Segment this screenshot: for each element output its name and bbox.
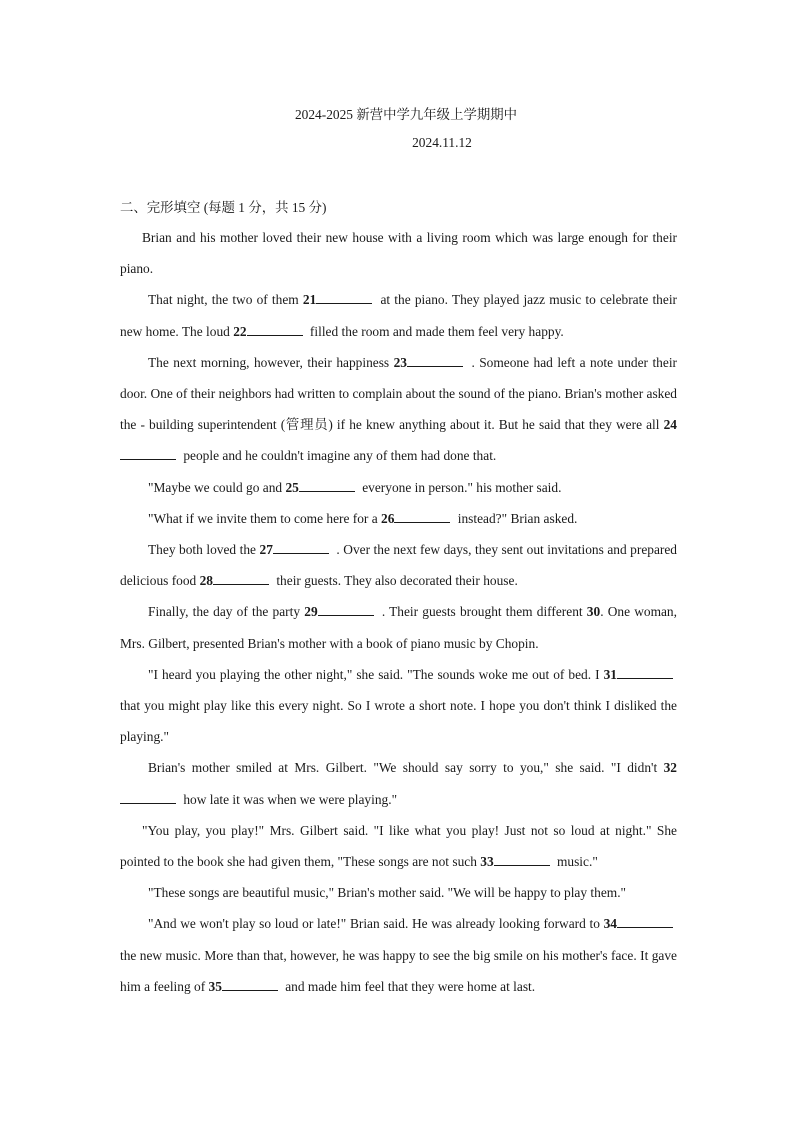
paragraph-1 xyxy=(120,222,677,284)
blank-number-24: 24 xyxy=(663,417,677,433)
answer-blank-25 xyxy=(299,481,355,492)
answer-blank-21 xyxy=(316,293,372,304)
answer-blank-26 xyxy=(394,512,450,523)
paragraph-2 xyxy=(120,284,677,346)
passage-text: . Someone had left a note under their door. One of their neighbors had written to complain about the sound of the piano. Brian's mother asked the - building superintendent (管理员) if he knew anything about it. But he said that they were all xyxy=(120,354,677,433)
paragraph-7 xyxy=(120,596,677,658)
passage-text: Brian and his mother loved their new house with a living room which was large enough for their piano. xyxy=(120,230,677,277)
paragraph-8 xyxy=(120,659,677,753)
blank-number-32: 32 xyxy=(663,760,677,776)
passage-text: people and he couldn't imagine any of them had done that. xyxy=(180,448,497,464)
paragraph-9 xyxy=(120,752,677,814)
blank-number-27: 27 xyxy=(259,542,273,558)
answer-blank-35 xyxy=(222,980,278,991)
passage-text: . Over the next few days, they sent out invitations and prepared delicious food xyxy=(120,542,678,589)
blank-number-28: 28 xyxy=(199,573,213,589)
answer-blank-27 xyxy=(273,543,329,554)
blank-number-29: 29 xyxy=(304,604,318,620)
answer-blank-31 xyxy=(617,668,673,679)
answer-blank-34 xyxy=(617,917,673,928)
passage-text: everyone in person." his mother said. xyxy=(358,479,562,495)
paragraph-3 xyxy=(120,347,677,472)
passage-text: filled the room and made them feel very happy. xyxy=(306,323,564,339)
passage-text: "And we won't play so loud or late!" Brian said. He was already looking forward to xyxy=(148,916,604,932)
blank-number-26: 26 xyxy=(381,510,395,526)
passage-text: Finally, the day of the party xyxy=(148,604,305,620)
answer-blank-22 xyxy=(247,325,303,336)
answer-blank-33 xyxy=(494,855,550,866)
passage-text: . One woman, Mrs. Gilbert, presented Brian's mother with a book of piano music by Chopin. xyxy=(120,604,677,651)
blank-number-30: 30 xyxy=(586,604,601,620)
passage-text: music." xyxy=(553,854,598,870)
blank-number-34: 34 xyxy=(603,916,617,932)
paragraph-11 xyxy=(120,877,677,908)
document-date: 2024.11.12 xyxy=(412,135,472,150)
answer-blank-32 xyxy=(120,793,176,804)
paragraph-10 xyxy=(120,815,677,877)
passage-text: "Maybe we could go and xyxy=(148,479,286,495)
passage-text: instead?" Brian asked. xyxy=(454,510,578,526)
passage-text: . Their guests brought them different xyxy=(377,604,587,620)
blank-number-22: 22 xyxy=(233,323,247,339)
passage-text: That night, the two of them xyxy=(148,292,303,308)
blank-number-25: 25 xyxy=(285,479,299,495)
paragraph-4 xyxy=(120,472,677,503)
cloze-passage xyxy=(120,222,677,1002)
answer-blank-28 xyxy=(213,574,269,585)
passage-text: at the piano. They played jazz music to celebrate their new home. The loud xyxy=(120,292,677,339)
paragraph-12 xyxy=(120,908,677,1002)
passage-text: Brian's mother smiled at Mrs. Gilbert. "We should say sorry to you," she said. "I didn't xyxy=(148,760,664,776)
passage-text: their guests. They also decorated their house. xyxy=(272,573,518,589)
passage-text: "You play, you play!" Mrs. Gilbert said. "I like what you play! Just not so loud at night." She pointed to the book she had given them, "These songs are not such xyxy=(120,822,677,870)
blank-number-35: 35 xyxy=(208,978,222,994)
passage-text: They both loved the xyxy=(148,542,260,558)
paragraph-5 xyxy=(120,503,677,534)
passage-text: that you might play like this every night. So I wrote a short note. I hope you don't think I disliked the playing." xyxy=(120,698,677,745)
passage-text: "I heard you playing the other night," she said. "The sounds woke me out of bed. I xyxy=(148,666,604,682)
blank-number-33: 33 xyxy=(480,854,494,870)
blank-number-21: 21 xyxy=(302,292,317,308)
passage-text: "What if we invite them to come here for a xyxy=(148,510,382,526)
blank-number-31: 31 xyxy=(603,666,617,682)
passage-text: how late it was when we were playing." xyxy=(180,791,398,807)
answer-blank-23 xyxy=(407,356,463,367)
passage-text: The next morning, however, their happiness xyxy=(148,354,394,370)
passage-text: "These songs are beautiful music," Brian's mother said. "We will be happy to play them." xyxy=(148,885,627,901)
answer-blank-24 xyxy=(120,449,176,460)
paragraph-6 xyxy=(120,534,677,596)
document-title: 2024-2025 新营中学九年级上学期期中 xyxy=(294,107,518,122)
passage-text: the new music. More than that, however, he was happy to see the big smile on his mother's face. It gave him a feeling of xyxy=(120,947,677,994)
section-heading: 二、完形填空 (每题 1 分，共 15 分) xyxy=(120,200,327,215)
answer-blank-29 xyxy=(318,605,374,616)
passage-text: and made him feel that they were home at last. xyxy=(281,978,536,994)
blank-number-23: 23 xyxy=(393,354,407,370)
